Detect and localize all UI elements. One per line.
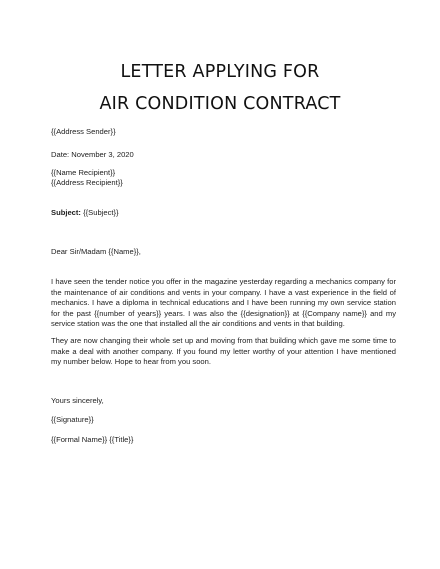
body-paragraph-2: They are now changing their whole set up and moving from that building which gave me some time to make a deal with another company. If you found my letter worthy of your attention I have mentioned my number below. Hope to hear from you soon. bbox=[51, 336, 396, 367]
closing: Yours sincerely, bbox=[51, 396, 104, 405]
name-recipient: {{Name Recipient}} bbox=[51, 168, 116, 177]
body-paragraph-1: I have seen the tender notice you offer in the magazine yesterday regarding a mechanics company for the maintenance of air conditions and vents in your company. I have a vast experience in the field of mechanics. I have a diploma in technical educations and I have been running my own service station for the past {{number of years}} years. I was also the {{designation}} at {{Company name}} and my service station was the one that installed all the air conditions and vents in that building. bbox=[51, 277, 396, 329]
formal-name: {{Formal Name}} {{Title}} bbox=[51, 435, 134, 444]
letter-date: Date: November 3, 2020 bbox=[51, 150, 134, 159]
letter-title-line1: LETTER APPLYING FOR bbox=[120, 62, 320, 82]
address-recipient: {{Address Recipient}} bbox=[51, 178, 123, 187]
subject-line bbox=[51, 208, 396, 219]
salutation: Dear Sir/Madam {{Name}}, bbox=[51, 247, 141, 256]
subject-value: {{Subject}} bbox=[80, 208, 119, 217]
signature: {{Signature}} bbox=[51, 415, 94, 424]
subject-label: Subject: bbox=[51, 208, 81, 217]
letter-title-line2: AIR CONDITION CONTRACT bbox=[99, 94, 341, 114]
address-sender: {{Address Sender}} bbox=[51, 127, 116, 136]
